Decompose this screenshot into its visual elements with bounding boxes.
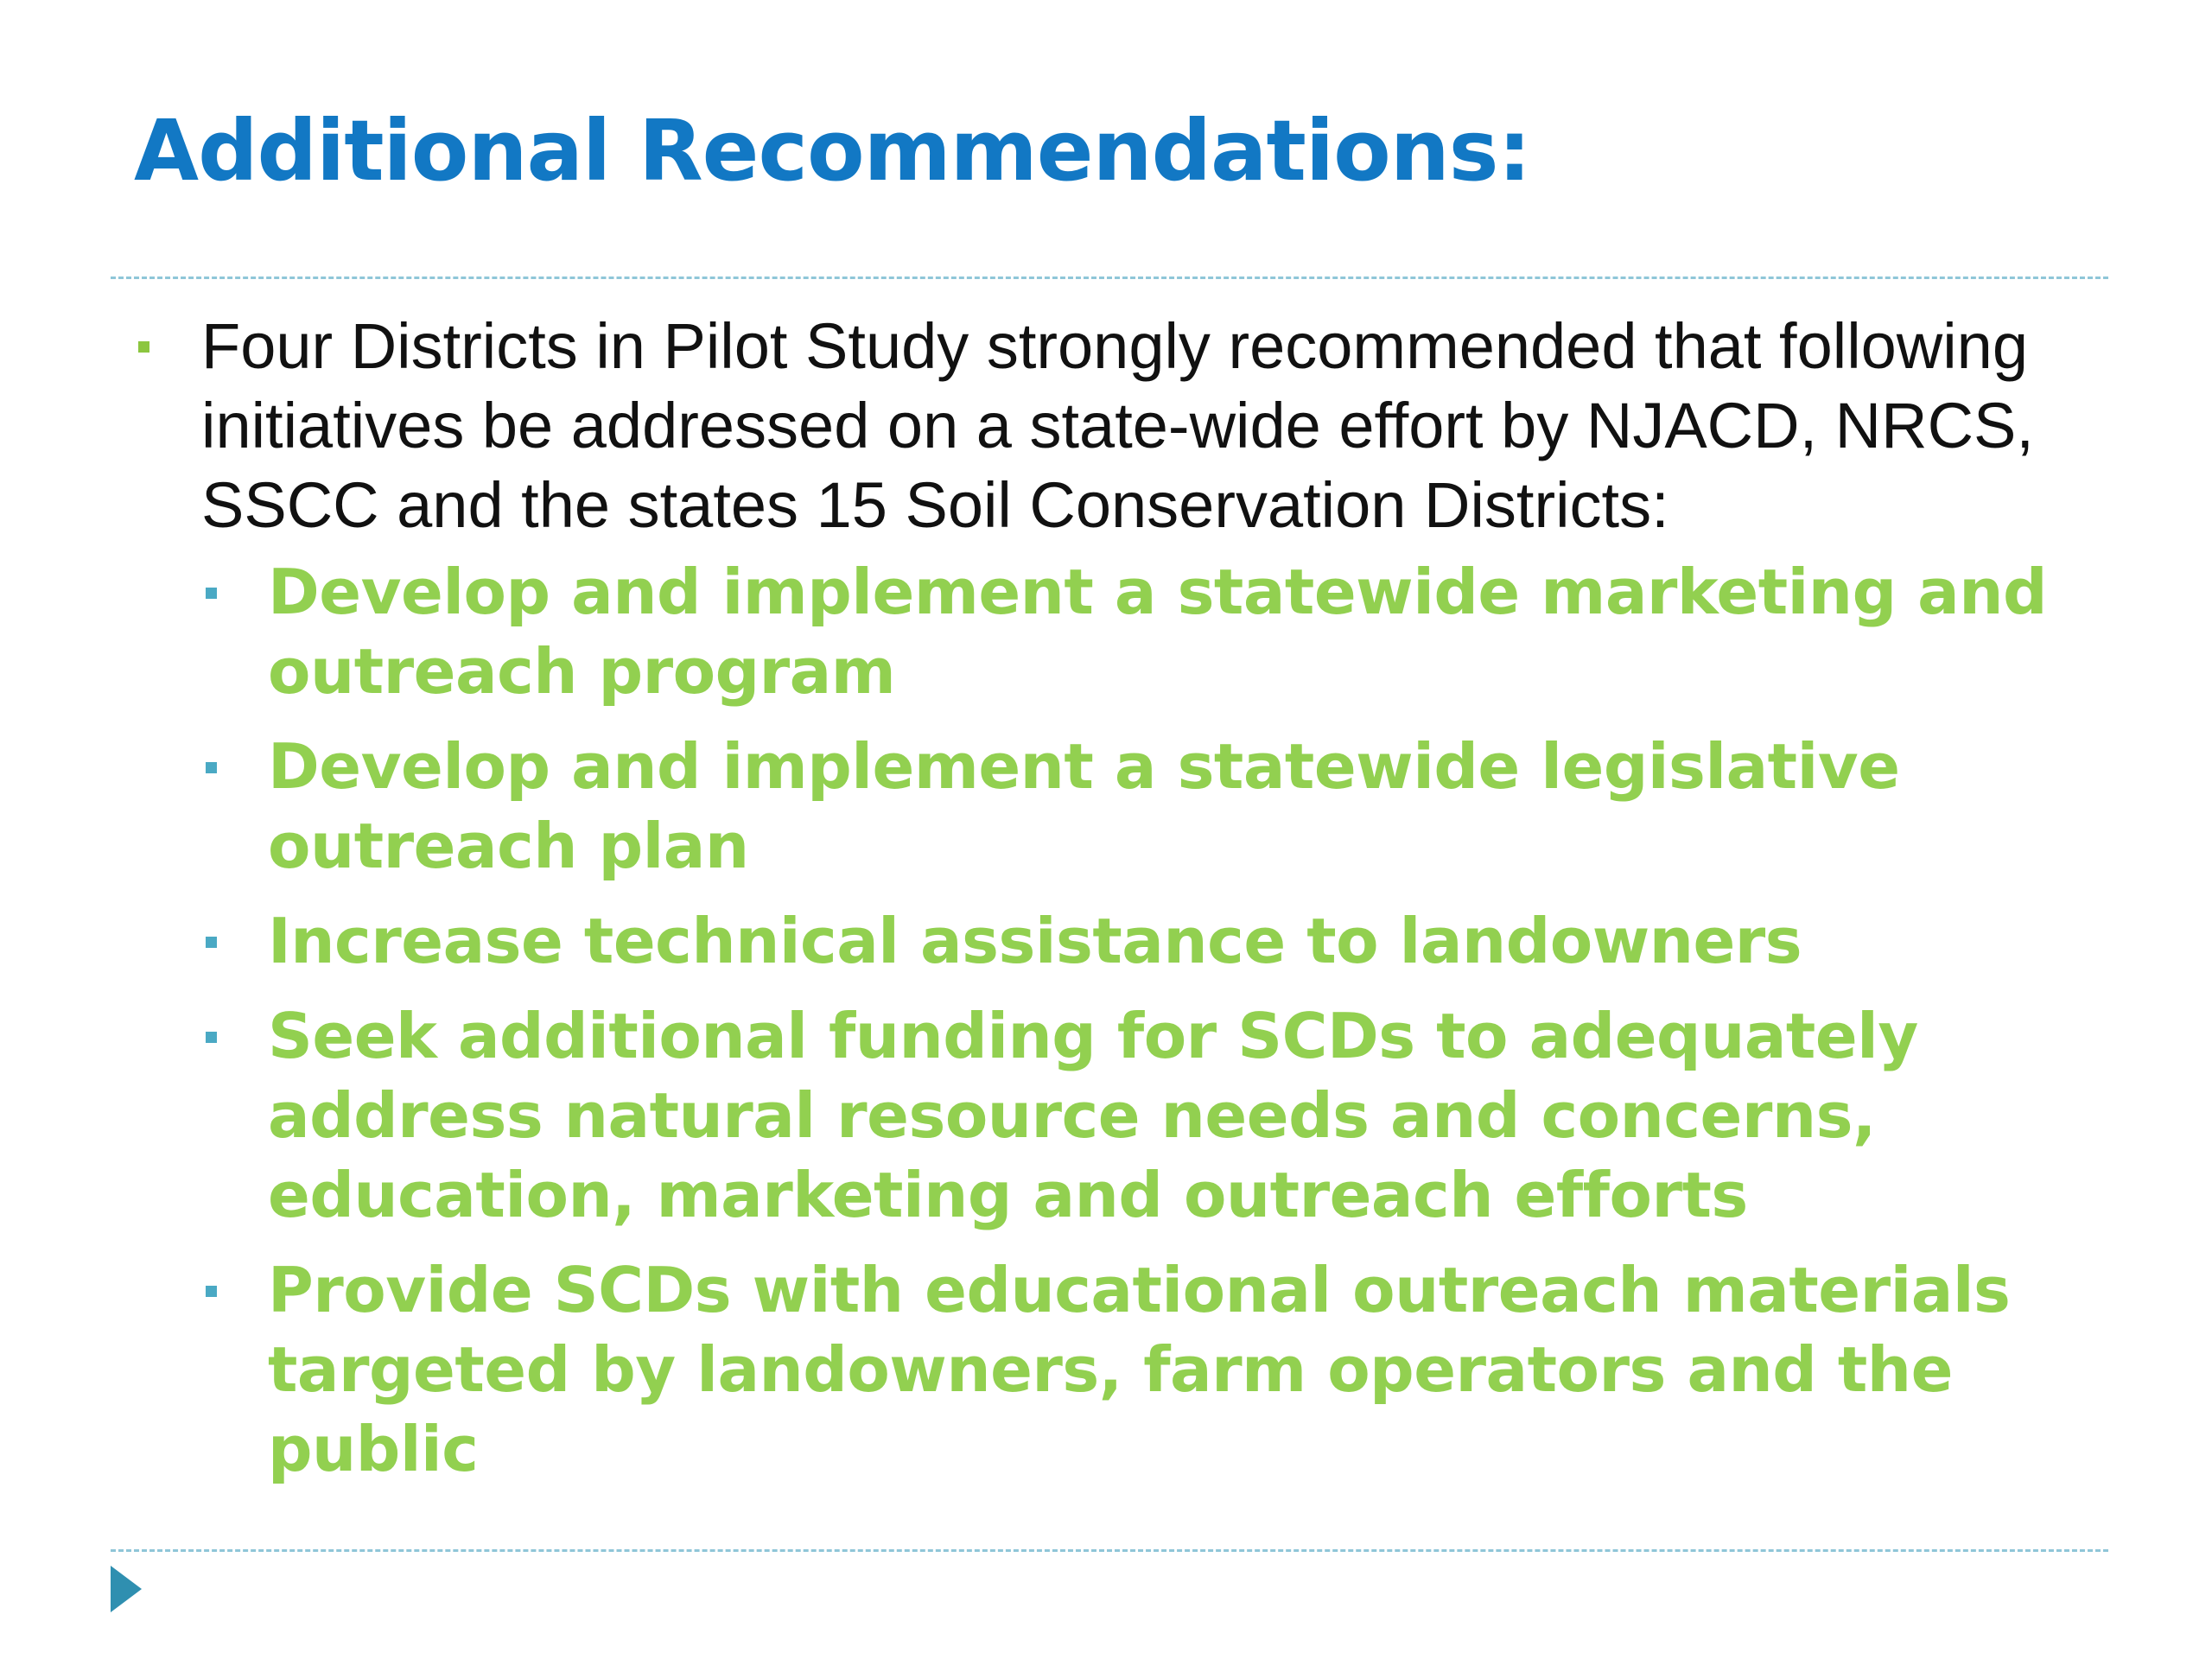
slide-body [130,307,2091,1504]
recommendation-text: Develop and implement a statewide legislative outreach plan [268,730,1900,882]
recommendation-text: Provide SCDs with educational outreach materials targeted by landowners, farm operators and the public [268,1254,2011,1485]
square-bullet-icon [206,762,217,773]
play-triangle-icon[interactable] [111,1566,142,1612]
recommendation-text: Increase technical assistance to landowners [268,905,1802,977]
recommendation-item [130,552,2091,711]
recommendation-item [130,1250,2091,1489]
recommendation-item [130,996,2091,1235]
intro-text: Four Districts in Pilot Study strongly recommended that following initiatives be addressed on a state-wide effort by NJACD, NRCS, SSCC and the states 15 Soil Conservation Districts: [201,310,2034,541]
top-divider [111,276,2108,279]
square-bullet-icon [138,341,149,353]
recommendation-text: Seek additional funding for SCDs to adequately address natural resource needs and concerns, education, marketing and outreach efforts [268,1000,1918,1231]
recommendation-list [130,552,2091,1489]
square-bullet-icon [206,937,217,948]
recommendation-item [130,901,2091,981]
bottom-divider [111,1549,2108,1552]
recommendation-text: Develop and implement a statewide marketing and outreach program [268,556,2048,708]
square-bullet-icon [206,1286,217,1297]
bullet-item-level1 [130,307,2091,545]
square-bullet-icon [206,588,217,599]
recommendation-item [130,727,2091,886]
square-bullet-icon [206,1032,217,1043]
slide-title: Additional Recommendations: [134,102,1531,200]
